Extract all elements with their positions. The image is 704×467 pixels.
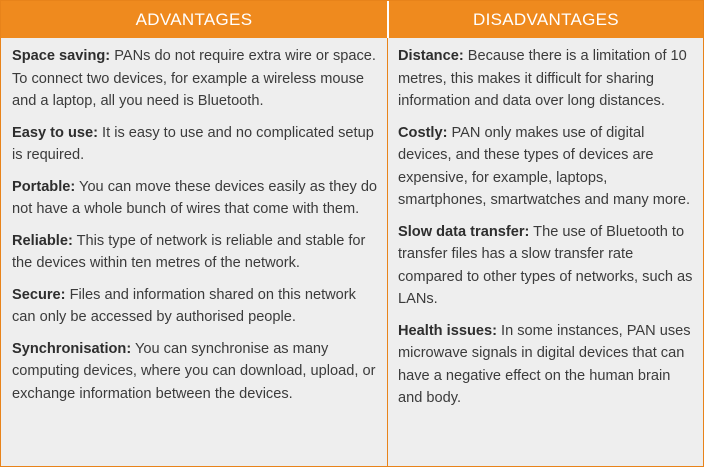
disadvantage-slow-data-transfer <box>398 221 698 311</box>
advantage-space-saving <box>12 45 380 113</box>
advantage-reliable <box>12 230 380 275</box>
table-header <box>1 1 703 38</box>
entry-text: You can synchronise as many computing devices, where you can download, upload, or exchange information between the devices. <box>12 340 376 402</box>
entry-term: Health issues: <box>398 322 497 339</box>
entry-text: Because there is a limitation of 10 metres, this makes it difficult for sharing information and data over long distances. <box>398 48 687 109</box>
advantages-column <box>12 45 380 414</box>
entry-text: It is easy to use and no complicated setup is required. <box>12 124 374 163</box>
column-divider <box>387 38 388 466</box>
disadvantage-costly <box>398 122 698 212</box>
advantage-synchronisation <box>12 338 380 406</box>
advantage-easy-to-use <box>12 122 380 167</box>
entry-term: Synchronisation: <box>12 340 132 357</box>
entry-text: This type of network is reliable and stable for the devices within ten metres of the network. <box>12 232 366 271</box>
entry-term: Slow data transfer: <box>398 223 530 240</box>
entry-term: Distance: <box>398 48 464 64</box>
disadvantage-health-issues <box>398 320 698 410</box>
advantage-secure <box>12 284 380 329</box>
disadvantages-column <box>398 45 698 419</box>
entry-text: You can move these devices easily as they do not have a whole bunch of wires that come with them. <box>12 178 378 217</box>
entry-term: Costly: <box>398 124 448 141</box>
advantages-heading: ADVANTAGES <box>135 10 253 29</box>
entry-text: Files and information shared on this network can only be accessed by authorised people. <box>12 286 356 325</box>
entry-text: The use of Bluetooth to transfer files has a slow transfer rate compared to other types of networks, such as LANs. <box>398 223 693 307</box>
entry-text: In some instances, PAN uses microwave signals in digital devices that can have a negative effect on the human brain and body. <box>398 322 691 406</box>
entry-term: Space saving: <box>12 48 111 64</box>
entry-text: PANs do not require extra wire or space. To connect two devices, for example a wireless mouse and a laptop, all you need is Bluetooth. <box>12 48 376 109</box>
advantage-portable <box>12 176 380 221</box>
entry-text: PAN only makes use of digital devices, and these types of devices are expensive, for example, laptops, smartphones, smartwatches and many more. <box>398 124 690 208</box>
entry-term: Secure: <box>12 286 66 303</box>
entry-term: Easy to use: <box>12 124 98 141</box>
disadvantages-heading: DISADVANTAGES <box>473 10 619 29</box>
disadvantage-distance <box>398 45 698 113</box>
entry-term: Reliable: <box>12 232 73 249</box>
entry-term: Portable: <box>12 178 76 195</box>
